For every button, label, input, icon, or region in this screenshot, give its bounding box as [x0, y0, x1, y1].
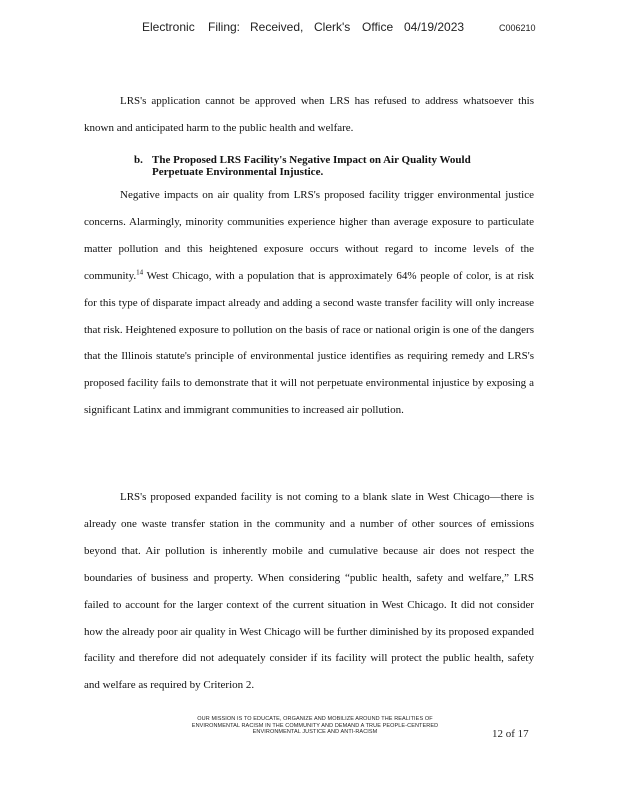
- stamp-date: 04/19/2023: [404, 20, 465, 34]
- paragraph-expanded-facility: LRS's proposed expanded facility is not coming to a blank slate in West Chicago—there is already one waste transfer station in the community and a number of other sources of emissions beyond that. Air pollution is inherently mobile and cumulative because air does not respect the boundaries of business and property. When considering “public health, safety and welfare,” LRS failed to account for the larger context of the current situation in West Chicago. It did not consider how the already poor air quality in West Chicago will be further diminished by its proposed expanded facility and therefore did not adequately consider if its facility will protect the public health, safety and welfare as required by Criterion 2.: [84, 491, 534, 692]
- stamp-code: C006210: [499, 23, 536, 33]
- stamp-word: Clerk's: [314, 20, 351, 34]
- stamp-word: Office: [362, 20, 394, 34]
- section-title: The Proposed LRS Facility's Negative Impact on Air Quality Would Perpetuate Environmental Injustice.: [152, 154, 471, 178]
- paragraph-air-quality: [84, 182, 534, 424]
- section-heading: [134, 154, 514, 178]
- intro-paragraph: LRS's application cannot be approved when LRS has refused to address whatsoever this known and anticipated harm to the public health and welfare.: [84, 95, 534, 134]
- footer-line: ENVIRONMENTAL RACISM IN THE COMMUNITY AND DEMAND A TRUE PEOPLE-CENTERED: [191, 722, 439, 729]
- stamp-word: Filing:: [208, 20, 241, 34]
- footnote-marker: 14: [136, 268, 144, 277]
- footer-mission: [170, 716, 460, 736]
- footer-line: OUR MISSION IS TO EDUCATE, ORGANIZE AND MOBILIZE AROUND THE REALITIES OF: [197, 716, 433, 722]
- paragraph-text: Negative impacts on air quality from LRS's proposed facility trigger environmental justice concerns. Alarmingly, minority communities experience higher than average exposure to particulate matter pollution and this heightened exposure occurs without regard to income levels of the community.: [84, 189, 534, 282]
- section-letter: b.: [134, 154, 143, 166]
- stamp-word: Electronic: [142, 20, 195, 34]
- page-number: 12 of 17: [492, 728, 529, 740]
- stamp-word: Received,: [250, 20, 304, 34]
- footer-line: ENVIRONMENTAL JUSTICE AND ANTI-RACISM: [252, 729, 378, 735]
- filing-stamp: [0, 20, 618, 38]
- paragraph-text: West Chicago, with a population that is approximately 64% people of color, is at risk for this type of disparate impact already and adding a second waste transfer facility will only increase that risk. Heightened exposure to pollution on the basis of race or national origin is one of the dangers that the Illinois statute's principle of environmental justice identifies as requiring remedy and LRS's proposed facility fails to demonstrate that it will not perpetuate environmental injustice by exposing a significant Latinx and immigrant communities to increased air pollution.: [84, 269, 534, 417]
